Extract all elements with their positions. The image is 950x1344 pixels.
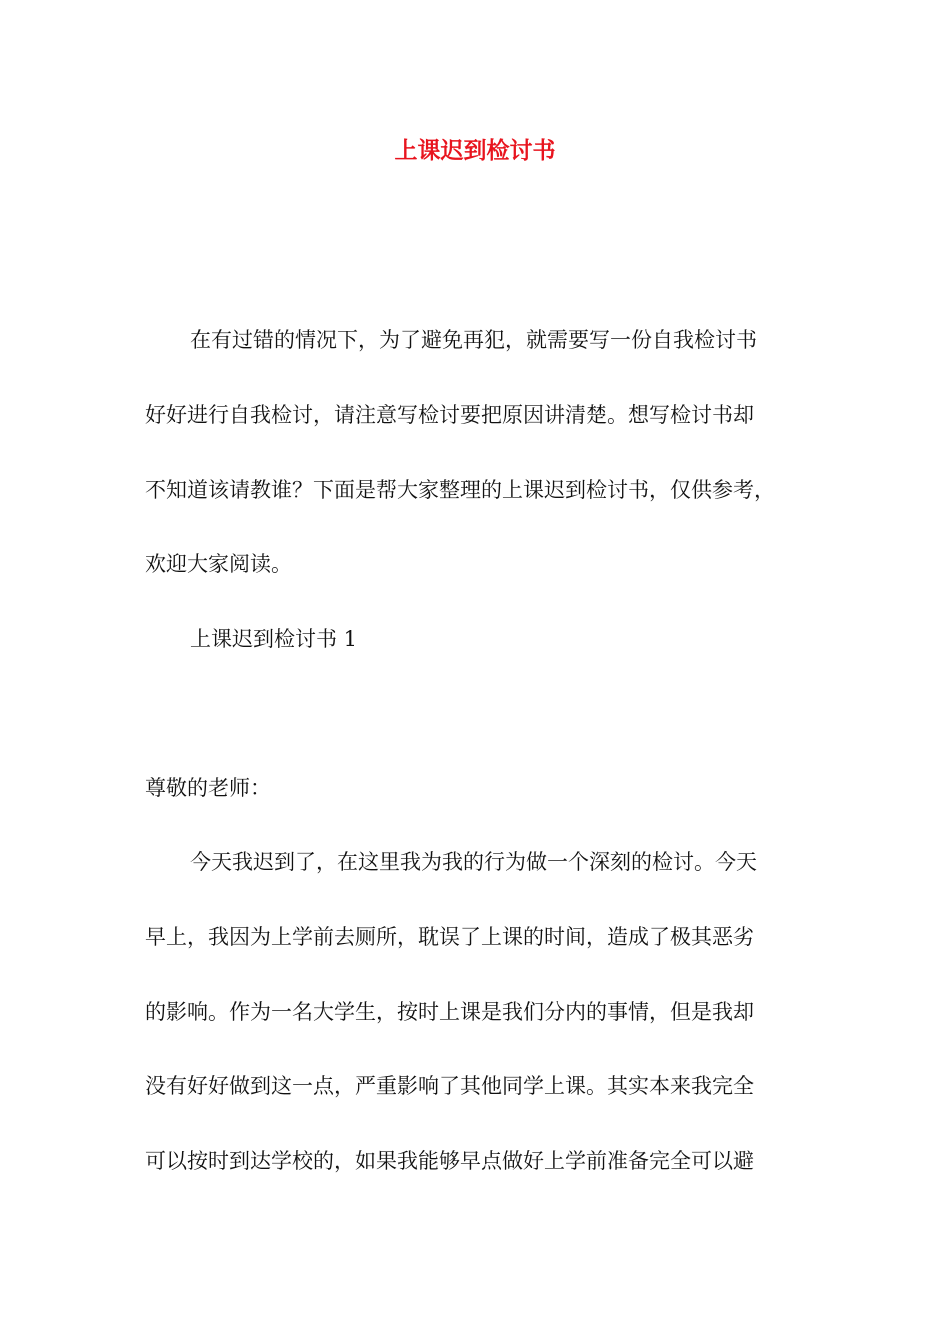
salutation: 尊敬的老师： <box>145 776 271 800</box>
intro-paragraph-line: 好好进行自我检讨，请注意写检讨要把原因讲清楚。想写检讨书却 <box>145 403 754 427</box>
document-title: 上课迟到检讨书 <box>394 137 556 164</box>
section-heading: 上课迟到检讨书 1 <box>190 627 358 651</box>
intro-paragraph-line: 欢迎大家阅读。 <box>145 552 292 576</box>
body-paragraph-line: 的影响。作为一名大学生，按时上课是我们分内的事情，但是我却 <box>145 1000 754 1024</box>
intro-paragraph-line: 在有过错的情况下，为了避免再犯，就需要写一份自我检讨书 <box>190 328 757 352</box>
body-paragraph-line: 可以按时到达学校的，如果我能够早点做好上学前准备完全可以避 <box>145 1149 754 1173</box>
body-paragraph-line: 早上，我因为上学前去厕所，耽误了上课的时间，造成了极其恶劣 <box>145 925 754 949</box>
body-paragraph-line: 今天我迟到了，在这里我为我的行为做一个深刻的检讨。今天 <box>190 850 757 874</box>
intro-paragraph-line: 不知道该请教谁？下面是帮大家整理的上课迟到检讨书，仅供参考， <box>145 478 775 502</box>
body-paragraph-line: 没有好好做到这一点，严重影响了其他同学上课。其实本来我完全 <box>145 1074 754 1098</box>
